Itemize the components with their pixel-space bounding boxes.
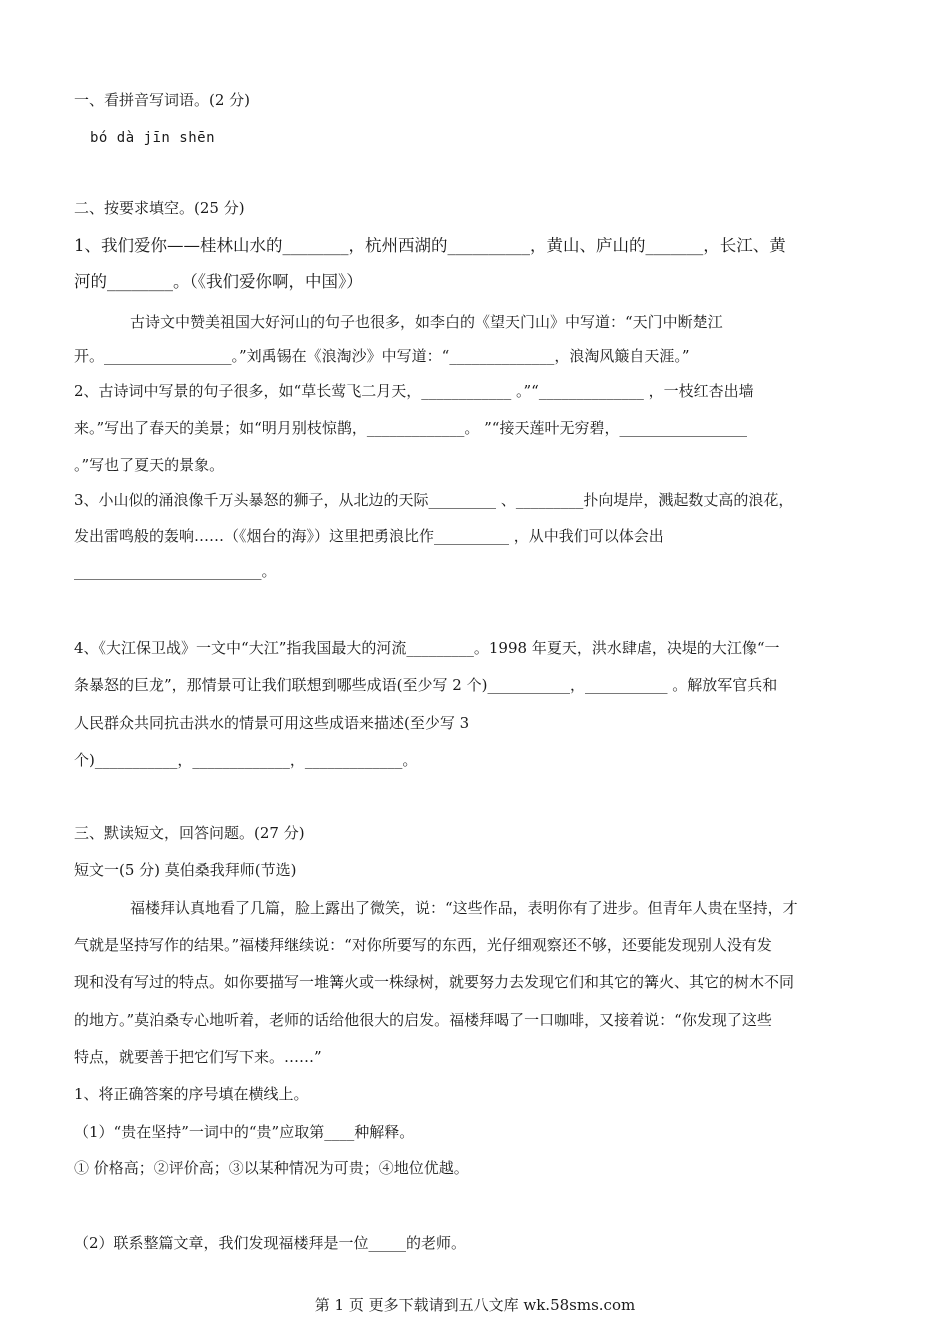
q3-line1: 3、小山似的涌浪像千万头暴怒的狮子，从北边的天际_________ 、_________扑向堤岸，溅起数丈高的浪花， <box>74 491 794 509</box>
q1-line2: 河的________。（《我们爱你啊，中国》） <box>74 272 363 291</box>
passage-line4: 的地方。”莫泊桑专心地听着，老师的话给他很大的启发。福楼拜喝了一口咖啡，又接着说：“你发现了这些 <box>74 1011 772 1029</box>
q2-line3: 。”写也了夏天的景象。 <box>74 456 225 474</box>
q3-line3: _________________________。 <box>74 562 277 580</box>
section2-heading: 二、按要求填空。(25 分) <box>74 199 245 217</box>
q2-line2: 来。”写出了春天的美景；如“明月别枝惊鹊，_____________。 ”“接天莲叶无穷碧，_________________ <box>74 419 747 437</box>
q4-line4: 个)___________，_____________，_____________。 <box>74 751 418 769</box>
section1-heading: 一、看拼音写词语。(2 分) <box>74 91 251 109</box>
q3-line2: 发出雷鸣般的轰响……（《烟台的海》）这里把勇浪比作__________ ，从中我们可以体会出 <box>74 527 664 545</box>
subquestion-1: （1）“贵在坚持”一词中的“贵”应取第____种解释。 <box>74 1123 415 1141</box>
q1-line4: 开。_________________。”刘禹锡在《浪淘沙》中写道：“______________，浪淘风簸自天涯。” <box>74 347 690 365</box>
passage-line1: 福楼拜认真地看了几篇，脸上露出了微笑，说：“这些作品，表明你有了进步。但青年人贵在坚持，才 <box>130 899 798 917</box>
passage-title: 短文一(5 分) 莫伯桑我拜师(节选) <box>74 861 297 879</box>
passage-line2: 气就是坚持写作的结果。”福楼拜继续说：“对你所要写的东西，光仔细观察还不够，还要能发现别人没有发 <box>74 936 772 954</box>
q4-line2: 条暴怒的巨龙”，那情景可让我们联想到哪些成语(至少写 2 个)___________，___________ 。解放军官兵和 <box>74 676 778 694</box>
task-instruction: 1、将正确答案的序号填在横线上。 <box>74 1085 309 1103</box>
section3-heading: 三、默读短文，回答问题。(27 分) <box>74 824 305 842</box>
q2-line1: 2、古诗词中写景的句子很多，如“草长莺飞二月天，____________ 。”“______________ ，一枝红杏出墙 <box>74 382 754 400</box>
q4-line1: 4、《大江保卫战》一文中“大江”指我国最大的河流_________。1998 年夏天，洪水肆虐，决堤的大江像“一 <box>74 639 780 657</box>
passage-line3: 现和没有写过的特点。如你要描写一堆篝火或一株绿树，就要努力去发现它们和其它的篝火、其它的树木不同 <box>74 973 795 991</box>
page-footer: 第 1 页 更多下载请到五八文库 wk.58sms.com <box>314 1296 636 1314</box>
q4-line3: 人民群众共同抗击洪水的情景可用这些成语来描述(至少写 3 <box>74 714 470 732</box>
subquestion-1-options: ① 价格高；②评价高；③以某种情况为可贵；④地位优越。 <box>74 1159 469 1177</box>
q1-line3: 古诗文中赞美祖国大好河山的句子也很多，如李白的《望天门山》中写道：“天门中断楚江 <box>130 313 723 331</box>
pinyin-text: bó dà jīn shēn <box>90 130 216 146</box>
passage-line5: 特点，就要善于把它们写下来。……” <box>74 1048 322 1066</box>
subquestion-2: （2）联系整篇文章，我们发现福楼拜是一位_____的老师。 <box>74 1234 467 1252</box>
q1-line1: 1、我们爱你——桂林山水的________，杭州西湖的__________，黄山、庐山的_______，长江、黄 <box>74 236 786 255</box>
